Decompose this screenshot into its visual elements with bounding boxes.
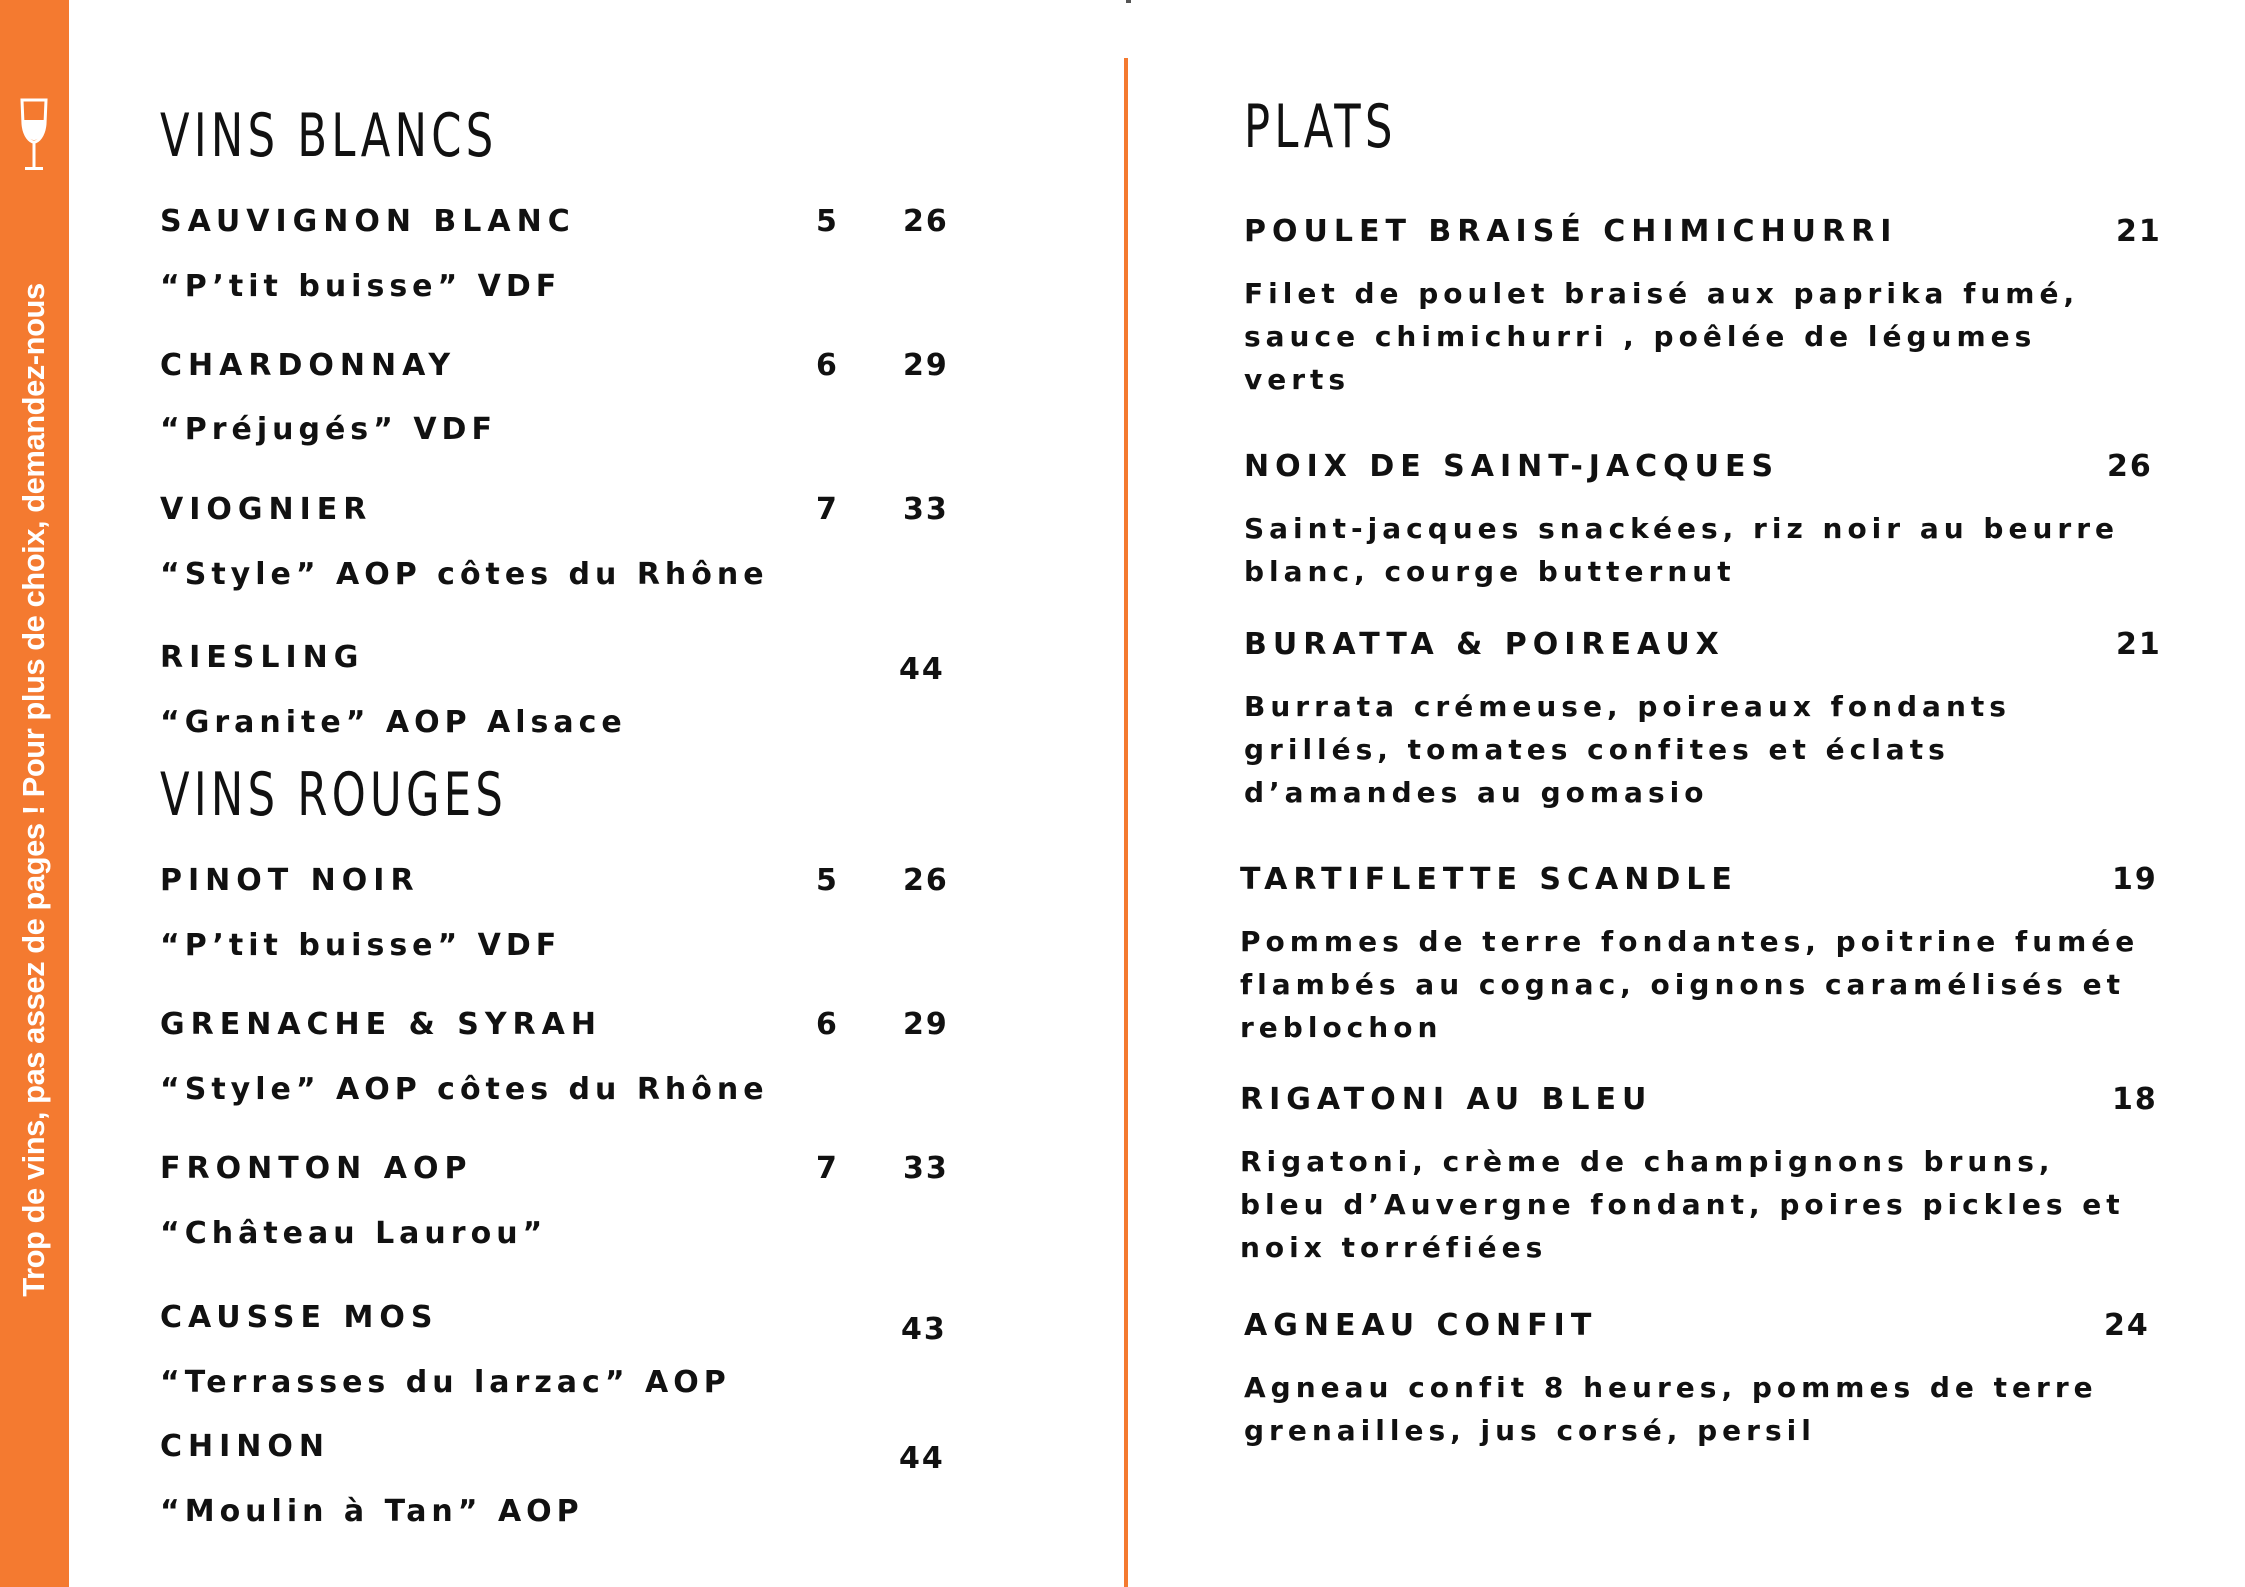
bottle-price: 33 — [903, 492, 949, 527]
column-divider — [1124, 58, 1128, 1587]
bottle-price: 29 — [903, 348, 949, 383]
glass-price: 7 — [816, 492, 839, 527]
plat-description: Filet de poulet braisé aux paprika fumé, sauce chimichurri , poêlée de légumes verts — [1244, 277, 2080, 396]
bottle-price: 44 — [899, 1441, 945, 1476]
wine-name: CHINON — [160, 1429, 331, 1464]
bottle-price: 26 — [903, 863, 949, 898]
wine-name: CHARDONNAY — [160, 348, 457, 383]
wine-subtitle: “Château Laurou” — [160, 1216, 548, 1251]
bottle-price: 43 — [901, 1312, 947, 1347]
wine-subtitle: “P’tit buisse” VDF — [160, 928, 562, 963]
plat-price: 18 — [2112, 1082, 2158, 1117]
plat-description: Pommes de terre fondantes, poitrine fumée flambés au cognac, oignons caramélisés et reblochon — [1240, 925, 2140, 1044]
plat-name: AGNEAU CONFIT — [1244, 1308, 1598, 1343]
wine-subtitle: “Moulin à Tan” AOP — [160, 1494, 584, 1529]
plat-description: Saint-jacques snackées, riz noir au beurre blanc, courge butternut — [1244, 512, 2119, 588]
wine-name: SAUVIGNON BLANC — [160, 204, 576, 239]
wine-name: GRENACHE & SYRAH — [160, 1007, 602, 1042]
plat-price: 21 — [2116, 214, 2162, 249]
bottle-price: 26 — [903, 204, 949, 239]
bottle-price: 44 — [899, 652, 945, 687]
sidebar-tagline: Trop de vins, pas assez de pages ! Pour plus de choix, demandez-nous — [16, 283, 51, 1297]
wine-subtitle: “Style” AOP côtes du Rhône — [160, 557, 769, 592]
section-title-vins-rouges: VINS ROUGES — [160, 760, 508, 830]
bottle-price: 29 — [903, 1007, 949, 1042]
plat-price: 19 — [2112, 862, 2158, 897]
wine-glass-icon — [18, 98, 50, 174]
glass-price: 6 — [816, 348, 839, 383]
wine-name: PINOT NOIR — [160, 863, 420, 898]
wine-subtitle: “Terrasses du larzac” AOP — [160, 1365, 731, 1400]
wine-name: VIOGNIER — [160, 492, 373, 527]
wine-subtitle: “Granite” AOP Alsace — [160, 705, 627, 740]
plat-description: Burrata crémeuse, poireaux fondants grillés, tomates confites et éclats d’amandes au gomasio — [1244, 690, 2011, 809]
wine-name: CAUSSE MOS — [160, 1300, 439, 1335]
glass-price: 5 — [816, 204, 839, 239]
plat-price: 26 — [2107, 449, 2153, 484]
section-title-vins-blancs: VINS BLANCS — [160, 101, 498, 171]
wine-subtitle: “Style” AOP côtes du Rhône — [160, 1072, 769, 1107]
wine-name: FRONTON AOP — [160, 1151, 473, 1186]
top-mark — [1126, 0, 1131, 3]
plat-name: NOIX DE SAINT-JACQUES — [1244, 449, 1780, 484]
sidebar-band — [0, 0, 69, 1587]
plat-description: Agneau confit 8 heures, pommes de terre grenailles, jus corsé, persil — [1244, 1371, 2098, 1447]
wine-subtitle: “Préjugés” VDF — [160, 412, 497, 447]
glass-price: 5 — [816, 863, 839, 898]
plat-name: TARTIFLETTE SCANDLE — [1240, 862, 1738, 897]
plat-description: Rigatoni, crème de champignons bruns, bleu d’Auvergne fondant, poires pickles et noix torréfiées — [1240, 1145, 2125, 1264]
plat-price: 24 — [2104, 1308, 2150, 1343]
bottle-price: 33 — [903, 1151, 949, 1186]
wine-name: RIESLING — [160, 640, 365, 675]
section-title-plats: PLATS — [1244, 92, 1397, 162]
glass-price: 6 — [816, 1007, 839, 1042]
plat-name: POULET BRAISÉ CHIMICHURRI — [1244, 214, 1898, 249]
glass-price: 7 — [816, 1151, 839, 1186]
plat-name: RIGATONI AU BLEU — [1240, 1082, 1653, 1117]
plat-price: 21 — [2116, 627, 2162, 662]
plat-name: BURATTA & POIREAUX — [1244, 627, 1725, 662]
wine-subtitle: “P’tit buisse” VDF — [160, 269, 562, 304]
